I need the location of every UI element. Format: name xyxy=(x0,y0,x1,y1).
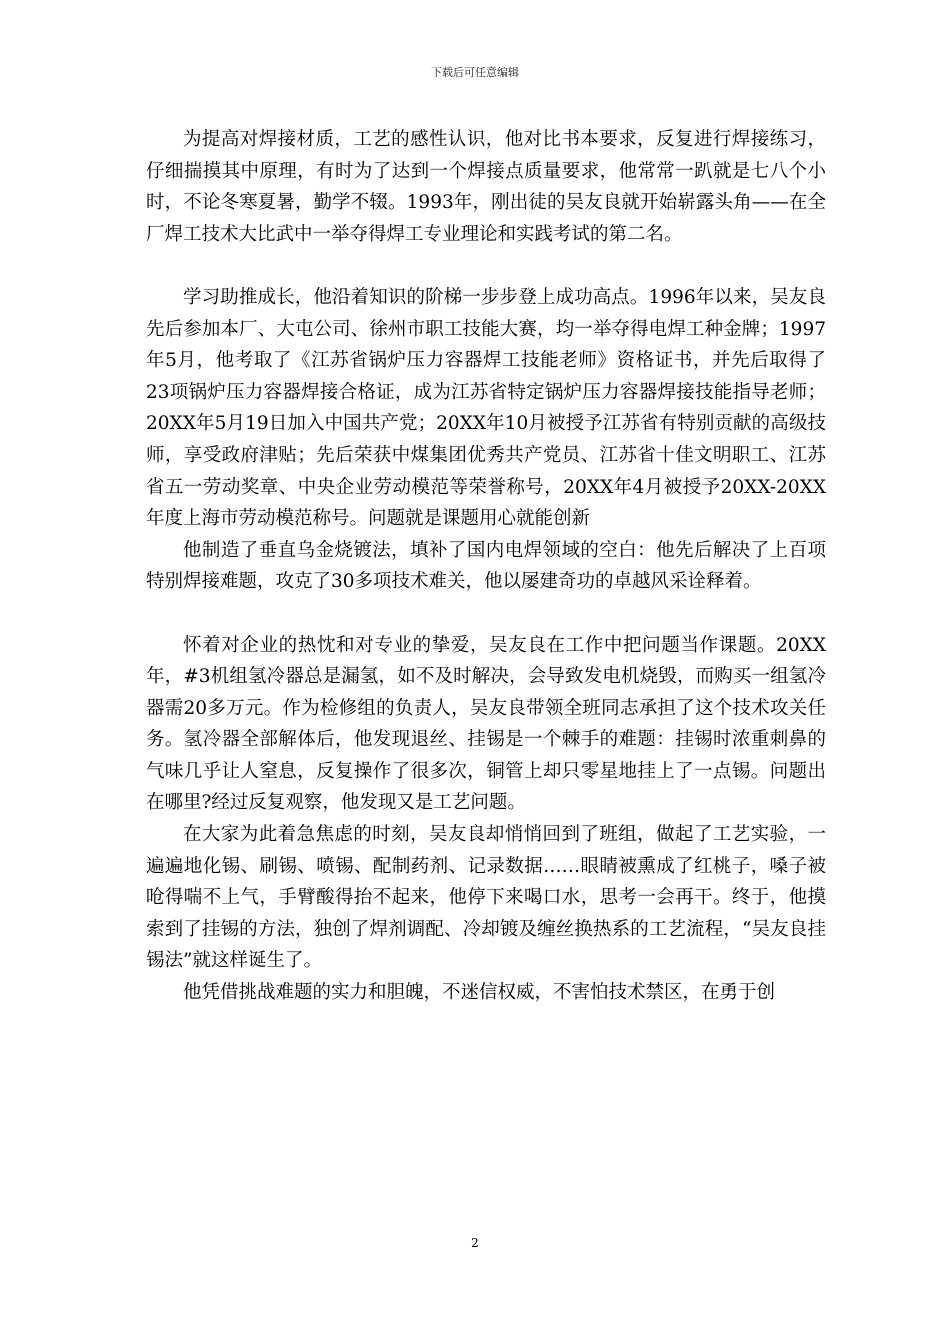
document-body xyxy=(146,124,826,1009)
paragraph-4: 怀着对企业的热忱和对专业的挚爱，吴友良在工作中把问题当作课题。20XX年，#3机组氢冷器总是漏氢，如不及时解决，会导致发电机烧毁，而购买一组氢冷器需20多万元。作为检修组的负责人，吴友良带领全班同志承担了这个技术攻关任务。氢冷器全部解体后，他发现退丝、挂锡是一个棘手的难题：挂锡时浓重刺鼻的气味几乎让人窒息，反复操作了很多次，铜管上却只零星地挂上了一点锡。问题出在哪里?经过反复观察，他发现又是工艺问题。 xyxy=(146,634,826,814)
paragraph-spacer xyxy=(146,250,826,282)
paragraph-6: 他凭借挑战难题的实力和胆魄，不迷信权威，不害怕技术禁区，在勇于创 xyxy=(183,982,776,1004)
paragraph-1: 为提高对焊接材质，工艺的感性认识，他对比书本要求，反复进行焊接练习，仔细揣摸其中原理，有时为了达到一个焊接点质量要求，他常常一趴就是七八个小时，不论冬寒夏暑，勤学不辍。1993年，刚出徒的吴友良就开始崭露头角——在全厂焊工技术大比武中一举夺得焊工专业理论和实践考试的第二名。 xyxy=(146,129,826,245)
page-header: 下载后可任意编辑 xyxy=(431,66,519,79)
paragraph-spacer xyxy=(146,598,826,630)
paragraph-5: 在大家为此着急焦虑的时刻，吴友良却悄悄回到了班组，做起了工艺实验，一遍遍地化锡、刷锡、喷锡、配制药剂、记录数据……眼睛被熏成了红桃子，嗓子被呛得喘不上气，手臂酸得抬不起来，他停下来喝口水，思考一会再干。终于，他摸索到了挂锡的方法，独创了焊剂调配、冷却镀及缠丝换热系的工艺流程，“吴友良挂锡法”就这样诞生了。 xyxy=(146,824,826,972)
page-number: 2 xyxy=(471,1236,479,1250)
paragraph-2: 学习助推成长，他沿着知识的阶梯一步步登上成功高点。1996年以来，吴友良先后参加本厂、大屯公司、徐州市职工技能大赛，均一举夺得电焊工种金牌；1997年5月，他考取了《江苏省锅炉压力容器焊工技能老师》资格证书，并先后取得了23项锅炉压力容器焊接合格证，成为江苏省特定锅炉压力容器焊接技能指导老师；20XX年5月19日加入中国共产党；20XX年10月被授予江苏省有特别贡献的高级技师，享受政府津贴；先后荣获中煤集团优秀共产党员、江苏省十佳文明职工、江苏省五一劳动奖章、中央企业劳动模范等荣誉称号，20XX年4月被授予20XX-20XX年度上海市劳动模范称号。问题就是课题用心就能创新 xyxy=(146,286,826,530)
paragraph-3: 他制造了垂直乌金烧镀法，填补了国内电焊领域的空白：他先后解决了上百项特别焊接难题，攻克了30多项技术难关，他以屡建奇功的卓越风采诠释着。 xyxy=(146,539,826,593)
